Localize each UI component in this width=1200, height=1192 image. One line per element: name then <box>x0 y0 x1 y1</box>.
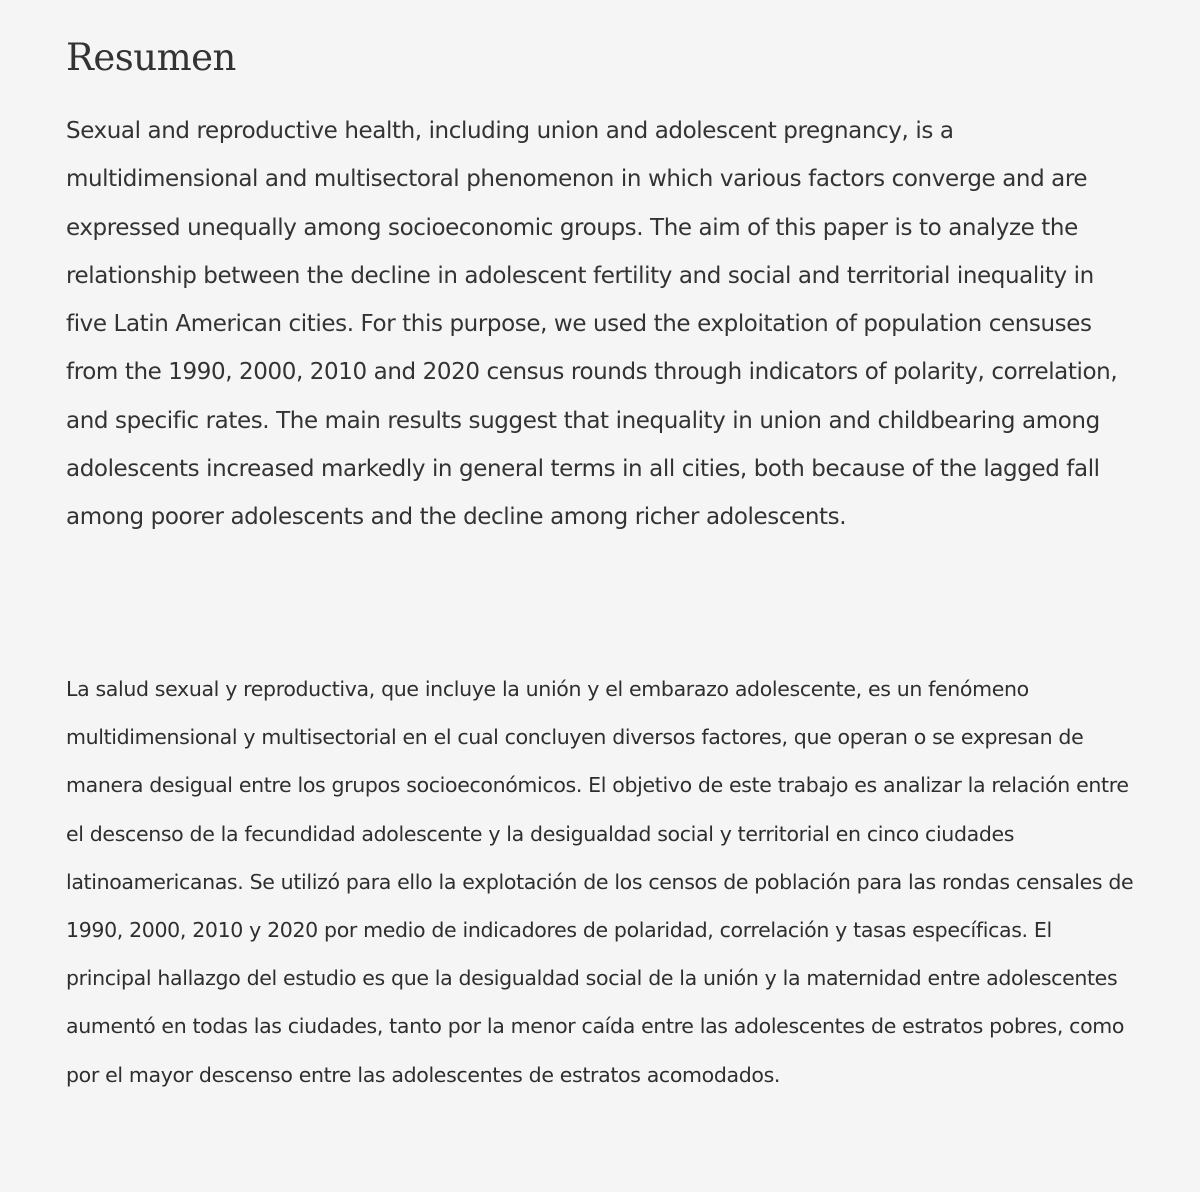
abstract-english-paragraph: Sexual and reproductive health, including union and adolescent pregnancy, is a multidimensional and multisectoral phenomenon in which various factors converge and are expressed unequally among socioeconomic groups. The aim of this paper is to analyze the relationship between the decline in adolescent fertility and social and territorial inequality in five Latin American cities. For this purpose, we used the exploitation of population censuses from the 1990, 2000, 2010 and 2020 census rounds through indicators of polarity, correlation, and specific rates. The main results suggest that inequality in union and childbearing among adolescents increased markedly in general terms in all cities, both because of the lagged fall among poorer adolescents and the decline among richer adolescents. <box>66 118 1118 531</box>
abstract-spanish-paragraph: La salud sexual y reproductiva, que incluye la unión y el embarazo adolescente, es un fenómeno multidimensional y multisectorial en el cual concluyen diversos factores, que operan o se expresan de manera desigual entre los grupos socioeconómicos. El objetivo de este trabajo es analizar la relación entre el descenso de la fecundidad adolescente y la desigualdad social y territorial en cinco ciudades latinoamericanas. Se utilizó para ello la explotación de los censos de población para las rondas censales de 1990, 2000, 2010 y 2020 por medio de indicadores de polaridad, correlación y tasas específicas. El principal hallazgo del estudio es que la desigualdad social de la unión y la maternidad entre adolescentes aumentó en todas las ciudades, tanto por la menor caída entre las adolescentes de estratos pobres, como por el mayor descenso entre las adolescentes de estratos acomodados. <box>66 677 1134 1087</box>
abstract-heading: Resumen <box>66 36 236 79</box>
